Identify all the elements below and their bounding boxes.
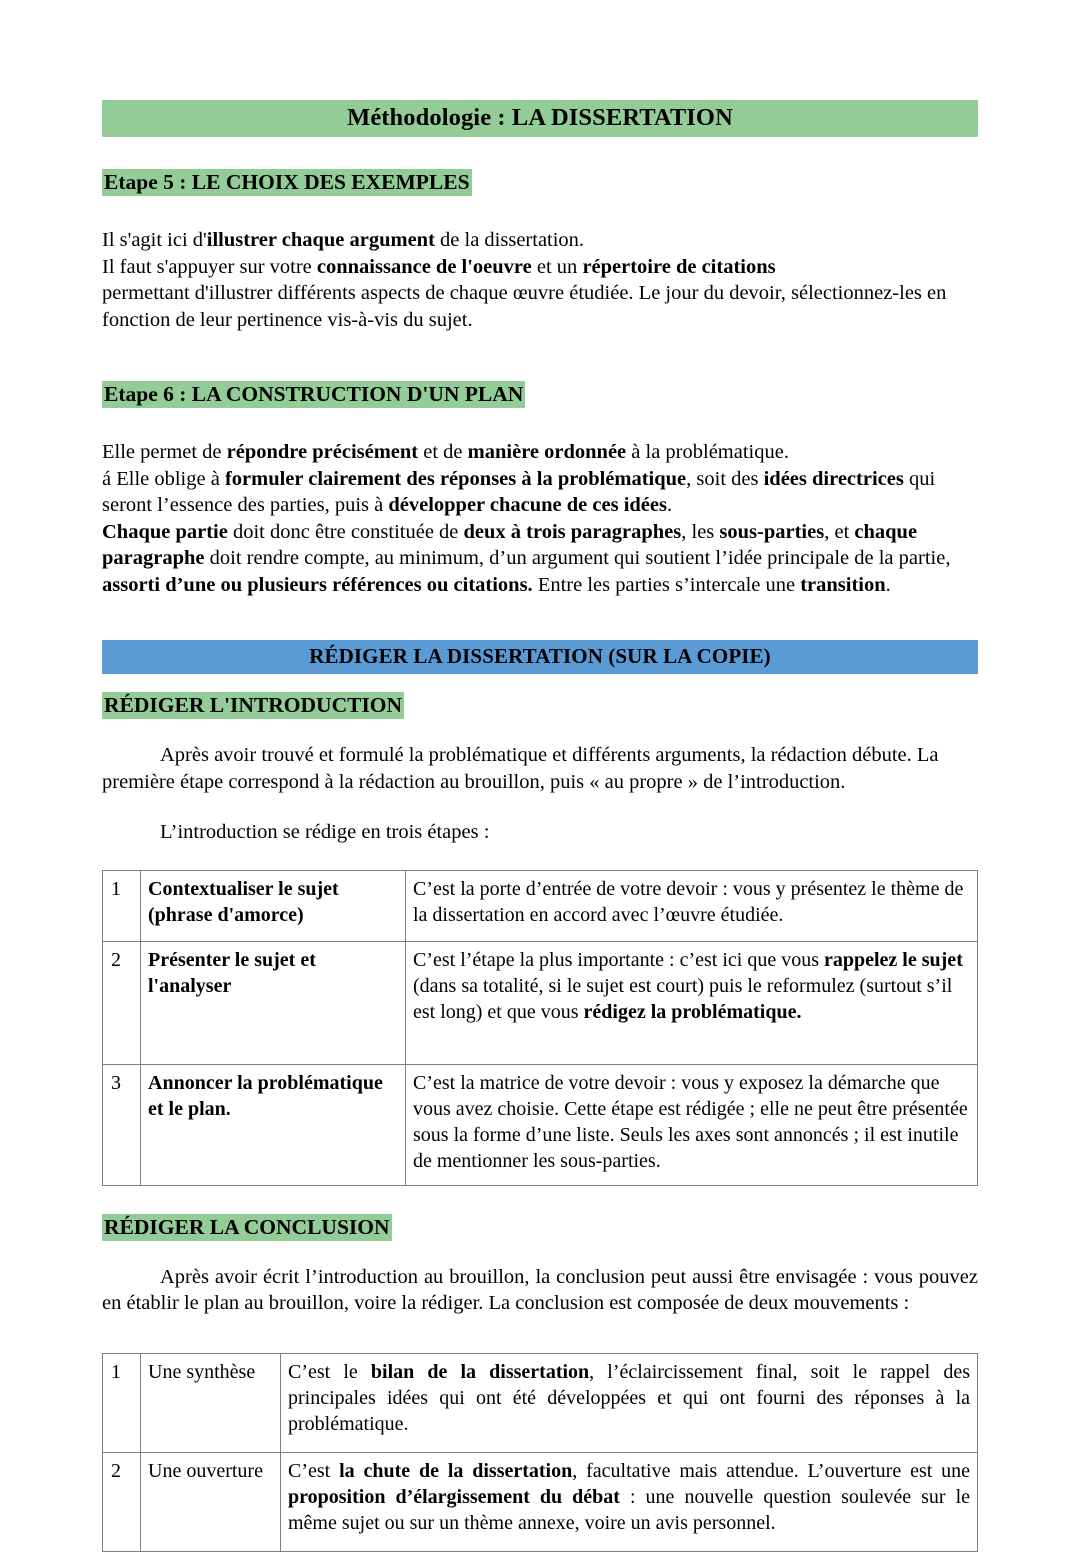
etape5-line2-mid: et un: [531, 255, 583, 278]
spacer: [102, 1186, 978, 1214]
row-label: Présenter le sujet et l'analyser: [141, 941, 406, 1064]
row-description: [406, 870, 978, 941]
heading-rediger-conclusion: RÉDIGER LA CONCLUSION: [104, 1214, 390, 1239]
text-run: , l’éclaircissement final, soit le rappel des principales idées qui ont été développées et qui ont fourni des réponses à la problématique.: [288, 1360, 970, 1435]
e6-s3-mid4: doit rendre compte, au minimum, d’un argument qui soutient l’idée principale de la partie,: [204, 547, 951, 569]
row-label: Annoncer la problématique et le plan.: [141, 1064, 406, 1185]
e6-s1-mid: et de: [418, 441, 468, 463]
text-run-bold: proposition d’élargissement du débat: [288, 1485, 620, 1508]
spacer: [102, 333, 978, 381]
etape5-line2-bold2: répertoire de citations: [582, 255, 776, 278]
e6-s1-post: à la problématique.: [626, 441, 789, 463]
e6-s2-b3: développer chacune de ces idées: [388, 494, 667, 516]
row-number: 1: [103, 870, 141, 941]
paragraph-conclusion-1: [102, 1264, 978, 1317]
row-description: [281, 1353, 978, 1452]
e6-s3-mid5: Entre les parties s’intercale une: [532, 573, 801, 596]
spacer: [102, 1240, 978, 1264]
text-run: C’est la matrice de votre devoir : vous y exposez la démarche que vous avez choisie. Cette étape est rédigée ; elle ne peut être présentée sous la forme d’une liste. Seuls les axes sont annoncés ; il est inutile de mentionner les sous-parties.: [413, 1071, 968, 1172]
text-run-bold: rédigez la problématique.: [583, 1000, 802, 1023]
row-label: Contextualiser le sujet (phrase d'amorce): [141, 870, 406, 941]
document-title-banner: Méthodologie : LA DISSERTATION: [102, 100, 978, 137]
heading-rediger-introduction-wrap: [102, 692, 978, 718]
table-row: [103, 870, 978, 941]
spacer: [102, 598, 978, 640]
spacer: [102, 795, 978, 819]
row-description: [281, 1452, 978, 1551]
e6-s3-mid2: , les: [681, 520, 720, 543]
text-run-bold: bilan de la dissertation: [370, 1360, 590, 1383]
spacer: [102, 407, 978, 439]
etape5-line2-pre: Il faut s'appuyer sur votre: [102, 255, 317, 278]
spacer: [102, 846, 978, 870]
row-label: Une synthèse: [141, 1353, 281, 1452]
text-run: , facultative mais attendue. L’ouverture est une: [572, 1459, 971, 1482]
table-row: [103, 1452, 978, 1551]
e6-s2-mid2: qui seront l’essence des parties, puis à: [102, 467, 936, 516]
e6-s3-post: .: [885, 573, 891, 596]
e6-s1-b1: répondre précisément: [226, 441, 419, 463]
row-description: [406, 941, 978, 1064]
text-run: : une nouvelle question soulevée sur le même sujet ou sur un thème annexe, voire un avis personnel.: [288, 1485, 971, 1534]
table-body: [103, 1353, 978, 1551]
paragraph-etape-6: [102, 439, 978, 598]
paragraph-introduction-1: [102, 742, 978, 795]
heading-etape-5-wrap: [102, 169, 978, 195]
e6-s2-pre: á Elle oblige à: [102, 467, 225, 490]
e6-s3-b4: chaque paragraphe: [102, 520, 918, 569]
text-run: C’est: [288, 1459, 340, 1482]
table-row: [103, 941, 978, 1064]
spacer: [102, 1317, 978, 1353]
etape5-line2-bold1: connaissance de l'oeuvre: [316, 255, 532, 278]
e6-s2-post: .: [666, 494, 673, 516]
intro-p2-text: L’introduction se rédige en trois étapes :: [160, 821, 490, 843]
etape5-line1-bold: illustrer chaque argument: [206, 229, 435, 251]
row-number: 1: [103, 1353, 141, 1452]
text-run: (dans sa totalité, si le sujet est court) puis le reformulez (surtout s’il est long) et que vous: [413, 974, 953, 1023]
text-run-bold: rappelez le sujet: [824, 948, 963, 971]
table-body: [103, 870, 978, 1185]
e6-s2-b2: idées directrices: [763, 467, 904, 490]
text-run: C’est le: [288, 1360, 371, 1383]
heading-rediger-conclusion-wrap: [102, 1214, 978, 1240]
e6-s2-b1: formuler clairement des réponses à la problématique: [224, 467, 687, 490]
spacer: [102, 718, 978, 742]
e6-s3-b1: Chaque partie: [102, 520, 228, 543]
table-row: [103, 1064, 978, 1185]
row-number: 2: [103, 1452, 141, 1551]
heading-etape-6-wrap: [102, 381, 978, 407]
text-run-bold: la chute de la dissertation: [339, 1459, 573, 1482]
text-run: C’est la porte d’entrée de votre devoir : vous y présentez le thème de la dissertation en accord avec l’œuvre étudiée.: [413, 877, 964, 926]
heading-etape-6: Etape 6 : LA CONSTRUCTION D'UN PLAN: [104, 382, 524, 406]
row-label: Une ouverture: [141, 1452, 281, 1551]
heading-etape-5: Etape 5 : LE CHOIX DES EXEMPLES: [104, 170, 470, 194]
banner-rediger-dissertation: RÉDIGER LA DISSERTATION (SUR LA COPIE): [102, 640, 978, 674]
e6-s3-b2: deux à trois paragraphes: [463, 520, 682, 543]
e6-s3-mid3: , et: [824, 520, 855, 543]
e6-s3-b3: sous-parties: [719, 520, 825, 543]
etape5-line3: permettant d'illustrer différents aspects de chaque œuvre étudiée. Le jour du devoir, sélectionnez-les en fonction de leur pertinence vis-à-vis du sujet.: [102, 282, 947, 331]
e6-s2-mid: , soit des: [686, 467, 764, 490]
etape5-line1-post: de la dissertation.: [434, 229, 585, 251]
e6-s3-b5: assorti d’une ou plusieurs références ou citations.: [102, 573, 533, 596]
e6-s3-mid1: doit donc être constituée de: [227, 520, 464, 543]
e6-s3-b6: transition: [800, 573, 886, 596]
text-run: C’est l’étape la plus importante : c’est ici que vous: [413, 948, 824, 971]
e6-s1-b2: manière ordonnée: [467, 441, 627, 463]
spacer: [102, 674, 978, 692]
introduction-steps-table: [102, 870, 978, 1186]
spacer: [102, 137, 978, 169]
table-row: [103, 1353, 978, 1452]
etape5-line1-pre: Il s'agit ici d': [102, 229, 207, 251]
paragraph-etape-5: [102, 227, 978, 333]
paragraph-introduction-2: [102, 819, 978, 846]
heading-rediger-introduction: RÉDIGER L'INTRODUCTION: [104, 693, 403, 717]
row-number: 3: [103, 1064, 141, 1185]
row-description: [406, 1064, 978, 1185]
e6-s1-pre: Elle permet de: [102, 441, 227, 463]
conclusion-p1-text: Après avoir écrit l’introduction au brouillon, la conclusion peut aussi être envisagée : vous pouvez en établir le plan au brouillon, voire la rédiger. La conclusion est composée de deux mouvements :: [102, 1265, 978, 1314]
intro-p1-text: Après avoir trouvé et formulé la problématique et différents arguments, la rédaction débute. La première étape correspond à la rédaction au brouillon, puis « au propre » de l’introduction.: [102, 744, 939, 793]
row-number: 2: [103, 941, 141, 1064]
conclusion-parts-table: [102, 1353, 978, 1552]
spacer: [102, 195, 978, 227]
